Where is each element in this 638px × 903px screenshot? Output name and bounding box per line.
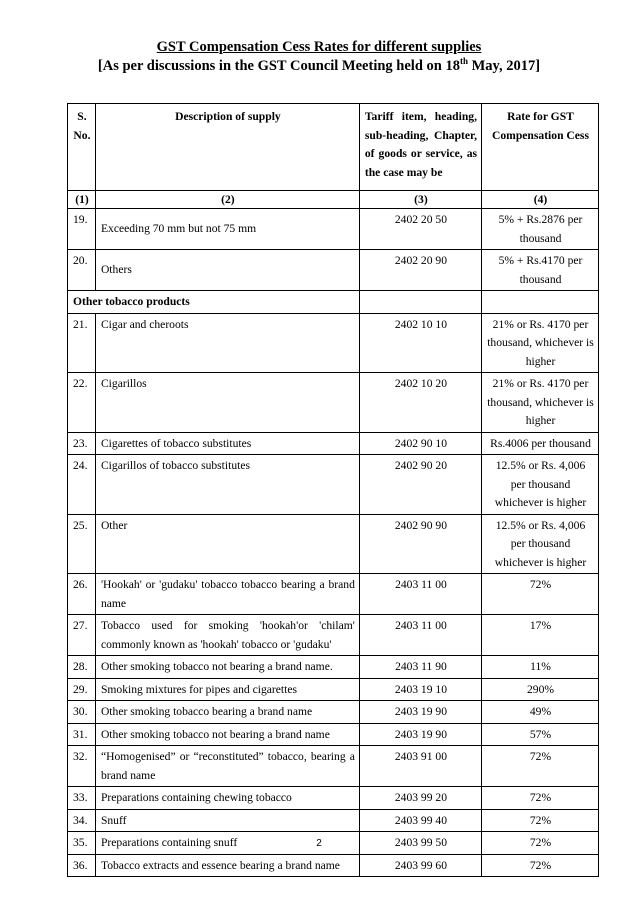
group-heading: Other tobacco products [68, 291, 360, 314]
rows-before-group [68, 209, 599, 291]
header-rate: Rate for GST Compensation Cess [482, 104, 599, 191]
row-tariff-code: 2402 90 20 [359, 455, 481, 515]
column-number-row [68, 191, 599, 209]
subtitle-text-before: [As per discussions in the GST Council Meeting held on 18 [97, 58, 460, 74]
row-tariff-code: 2402 10 20 [359, 373, 481, 433]
row-serial-number: 22. [68, 373, 96, 433]
row-cess-rate: 72% [482, 746, 599, 787]
row-serial-number: 20. [68, 250, 96, 291]
group-heading-empty-cell [482, 291, 599, 314]
document-title: GST Compensation Cess Rates for different supplies [156, 39, 482, 55]
row-cess-rate: Rs.4006 per thousand [482, 432, 599, 455]
group-heading-row [68, 291, 599, 314]
row-serial-number: 28. [68, 656, 96, 679]
table-row [68, 809, 599, 832]
table-row [68, 656, 599, 679]
row-serial-number: 29. [68, 678, 96, 701]
row-tariff-code: 2402 20 50 [359, 209, 481, 250]
subtitle-text-after: May, 2017] [467, 58, 541, 74]
row-tariff-code: 2403 19 10 [359, 678, 481, 701]
header-row [68, 104, 599, 191]
row-serial-number: 31. [68, 723, 96, 746]
table-row [68, 209, 599, 250]
row-serial-number: 24. [68, 455, 96, 515]
row-cess-rate: 5% + Rs.4170 per thousand [482, 250, 599, 291]
row-serial-number: 26. [68, 574, 96, 615]
row-tariff-code: 2403 91 00 [359, 746, 481, 787]
group-heading-empty-cell [359, 291, 481, 314]
row-description: Cigar and cheroots [95, 313, 359, 373]
row-cess-rate: 72% [482, 574, 599, 615]
row-cess-rate: 290% [482, 678, 599, 701]
page-number: 2 [316, 838, 322, 849]
row-serial-number: 35. [68, 832, 96, 855]
row-cess-rate: 72% [482, 832, 599, 855]
row-description: Exceeding 70 mm but not 75 mm [95, 209, 359, 250]
table-row [68, 250, 599, 291]
table-row [68, 313, 599, 373]
row-serial-number: 34. [68, 809, 96, 832]
table-row [68, 746, 599, 787]
row-tariff-code: 2402 20 90 [359, 250, 481, 291]
row-tariff-code: 2403 11 90 [359, 656, 481, 679]
subtitle-superscript: th [459, 56, 468, 67]
header-tariff: Tariff item, heading, sub-heading, Chapter, of goods or service, as the case may be [359, 104, 481, 191]
header-sno: S. No. [68, 104, 96, 191]
row-tariff-code: 2402 90 10 [359, 432, 481, 455]
row-cess-rate: 72% [482, 854, 599, 877]
row-cess-rate: 5% + Rs.2876 per thousand [482, 209, 599, 250]
row-description: Tobacco extracts and essence bearing a brand name [95, 854, 359, 877]
row-cess-rate: 17% [482, 615, 599, 656]
row-description: Other [95, 514, 359, 574]
row-cess-rate: 12.5% or Rs. 4,006 per thousand whichever is higher [482, 514, 599, 574]
row-serial-number: 32. [68, 746, 96, 787]
row-tariff-code: 2403 19 90 [359, 723, 481, 746]
row-description: Other smoking tobacco not bearing a brand name [95, 723, 359, 746]
row-description: Preparations containing snuff [95, 832, 359, 855]
row-serial-number: 30. [68, 701, 96, 724]
table-row [68, 615, 599, 656]
row-cess-rate: 21% or Rs. 4170 per thousand, whichever is higher [482, 373, 599, 433]
table-row [68, 723, 599, 746]
cess-rates-table [67, 103, 599, 877]
document-subtitle [0, 57, 638, 75]
row-serial-number: 21. [68, 313, 96, 373]
row-description: “Homogenised” or “reconstituted” tobacco, bearing a brand name [95, 746, 359, 787]
row-tariff-code: 2403 99 50 [359, 832, 481, 855]
row-description: Other smoking tobacco bearing a brand name [95, 701, 359, 724]
row-tariff-code: 2403 11 00 [359, 615, 481, 656]
row-serial-number: 19. [68, 209, 96, 250]
table-row [68, 701, 599, 724]
row-description: Cigarettes of tobacco substitutes [95, 432, 359, 455]
column-number: (4) [482, 191, 599, 209]
row-cess-rate: 57% [482, 723, 599, 746]
row-cess-rate: 21% or Rs. 4170 per thousand, whichever is higher [482, 313, 599, 373]
column-number: (2) [95, 191, 359, 209]
header-description: Description of supply [95, 104, 359, 191]
row-description: Tobacco used for smoking 'hookah'or 'chilam' commonly known as 'hookah' tobacco or 'gudaku' [95, 615, 359, 656]
row-serial-number: 36. [68, 854, 96, 877]
row-cess-rate: 11% [482, 656, 599, 679]
row-tariff-code: 2402 10 10 [359, 313, 481, 373]
row-cess-rate: 49% [482, 701, 599, 724]
table-row [68, 854, 599, 877]
row-cess-rate: 12.5% or Rs. 4,006 per thousand whichever is higher [482, 455, 599, 515]
table-row [68, 678, 599, 701]
row-description: Smoking mixtures for pipes and cigarettes [95, 678, 359, 701]
group-heading-section [68, 291, 599, 314]
row-description: Others [95, 250, 359, 291]
row-description: Cigarillos of tobacco substitutes [95, 455, 359, 515]
rows-after-group [68, 313, 599, 877]
row-description: Cigarillos [95, 373, 359, 433]
table-row [68, 373, 599, 433]
row-serial-number: 33. [68, 787, 96, 810]
row-description: Preparations containing chewing tobacco [95, 787, 359, 810]
row-serial-number: 23. [68, 432, 96, 455]
table-row [68, 514, 599, 574]
row-cess-rate: 72% [482, 809, 599, 832]
column-number: (1) [68, 191, 96, 209]
table-row [68, 432, 599, 455]
row-tariff-code: 2403 99 40 [359, 809, 481, 832]
row-serial-number: 27. [68, 615, 96, 656]
row-tariff-code: 2403 19 90 [359, 701, 481, 724]
row-serial-number: 25. [68, 514, 96, 574]
table-row [68, 455, 599, 515]
row-description: Snuff [95, 809, 359, 832]
row-tariff-code: 2403 99 60 [359, 854, 481, 877]
row-tariff-code: 2403 11 00 [359, 574, 481, 615]
row-tariff-code: 2403 99 20 [359, 787, 481, 810]
column-number: (3) [359, 191, 481, 209]
table-row [68, 574, 599, 615]
row-tariff-code: 2402 90 90 [359, 514, 481, 574]
row-description: 'Hookah' or 'gudaku' tobacco tobacco bearing a brand name [95, 574, 359, 615]
table-row [68, 787, 599, 810]
row-description: Other smoking tobacco not bearing a brand name. [95, 656, 359, 679]
row-cess-rate: 72% [482, 787, 599, 810]
